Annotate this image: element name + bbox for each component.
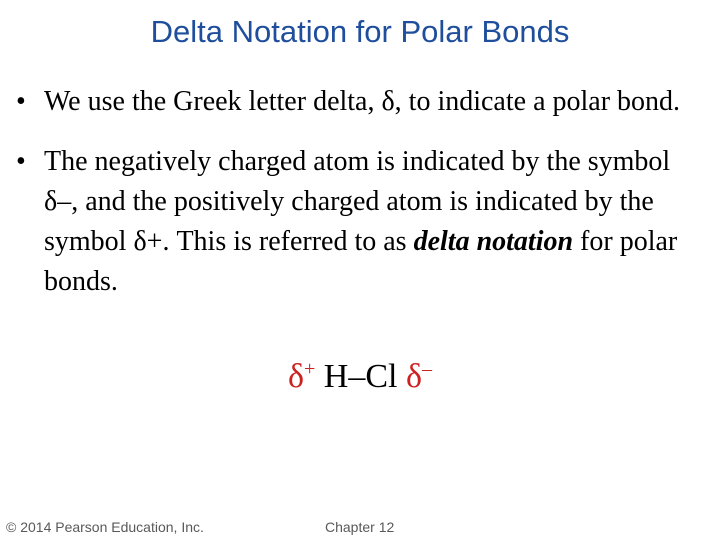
positive-charge-sign: + (304, 358, 316, 380)
bullet-text-before: The negatively charged atom is indicated by the symbol δ–, and the positively charged atom is indicated by the symbol δ+. This is referred to as (44, 146, 671, 257)
partial-positive-delta: δ (287, 358, 305, 395)
bullet-item-2 (16, 142, 706, 302)
bullet-marker: • (16, 86, 26, 117)
slide-title (0, 14, 720, 50)
negative-charge-sign: – (422, 358, 433, 380)
bullet-list (16, 82, 706, 302)
partial-negative-delta: δ (405, 358, 423, 395)
bullet-item-1 (16, 82, 706, 122)
delta-notation-formula (0, 358, 720, 396)
bullet-text-after: for polar bonds. (44, 226, 678, 297)
bullet-text: We use the Greek letter delta, δ, to indicate a polar bond. (44, 86, 681, 117)
bullet-marker: • (16, 146, 26, 177)
molecule-label: H–Cl (315, 358, 406, 395)
chapter-footer: Chapter 12 (325, 519, 395, 535)
bullet-emphasis: delta notation (413, 226, 574, 257)
slide-title-text: Delta Notation for Polar Bonds (150, 14, 570, 49)
copyright-footer: © 2014 Pearson Education, Inc. (6, 519, 204, 535)
